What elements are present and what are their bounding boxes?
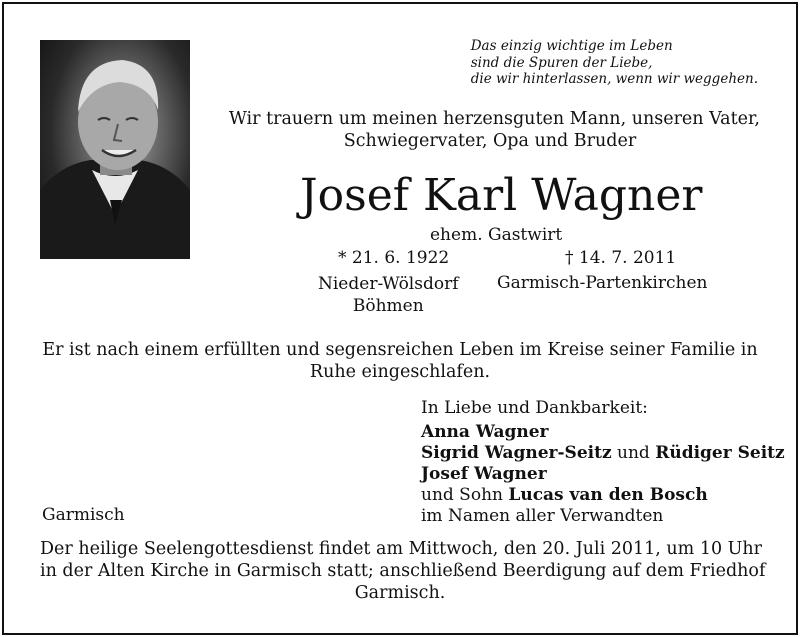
birth-place	[318, 273, 459, 317]
family-member: Rüdiger Seitz	[655, 443, 785, 463]
conjunction: und	[611, 443, 656, 463]
intro-line: Wir trauern um meinen herzensguten Mann, unseren Vater,	[228, 109, 760, 129]
paragraph-line: Er ist nach einem erfüllten und segensreichen Leben im Kreise seiner Familie in	[42, 340, 758, 360]
mourning-intro	[220, 108, 760, 152]
portrait-photo	[40, 40, 190, 259]
family-list	[421, 422, 785, 527]
family-member: Anna Wagner	[421, 422, 549, 442]
motto-quote	[471, 38, 758, 88]
birth-date: * 21. 6. 1922	[338, 248, 450, 268]
deceased-name: Josef Karl Wagner	[300, 170, 703, 221]
birth-place-line: Böhmen	[352, 296, 424, 316]
signoff: In Liebe und Dankbarkeit:	[421, 398, 648, 418]
motto-line: Das einzig wichtige im Leben	[470, 38, 673, 54]
family-member: Lucas van den Bosch	[508, 485, 708, 505]
occupation: ehem. Gastwirt	[430, 225, 563, 245]
death-place: Garmisch-Partenkirchen	[497, 273, 708, 293]
paragraph-line: Ruhe eingeschlafen.	[309, 362, 491, 382]
passing-paragraph	[40, 339, 760, 383]
family-closing: im Namen aller Verwandten	[421, 506, 664, 526]
family-member: Sigrid Wagner-Seitz	[421, 443, 612, 463]
location: Garmisch	[42, 505, 125, 525]
service-notice	[40, 538, 766, 604]
service-line: Garmisch.	[354, 583, 446, 603]
birth-place-line: Nieder-Wölsdorf	[318, 274, 459, 294]
service-line: Der heilige Seelengottesdienst findet am Mittwoch, den 20. Juli 2011, um 10 Uhr	[40, 539, 763, 559]
death-date: † 14. 7. 2011	[565, 248, 677, 268]
motto-line: sind die Spuren der Liebe,	[470, 54, 653, 71]
relation-prefix: und Sohn	[421, 485, 509, 505]
service-line: in der Alten Kirche in Garmisch statt; anschließend Beerdigung auf dem Friedhof	[40, 561, 766, 581]
family-member: Josef Wagner	[421, 464, 547, 484]
intro-line: Schwiegervater, Opa und Bruder	[343, 131, 637, 151]
motto-line: die wir hinterlassen, wenn wir weggehen.	[470, 71, 758, 87]
